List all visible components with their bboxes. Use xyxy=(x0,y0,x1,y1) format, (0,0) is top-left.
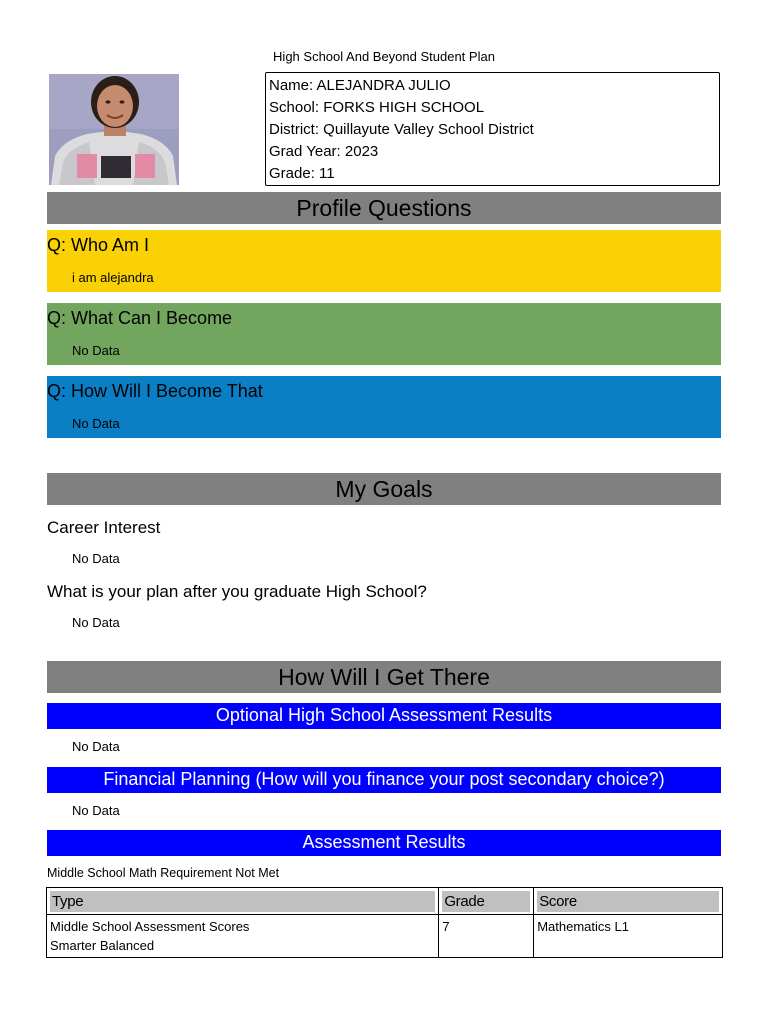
question-label: Q: How Will I Become That xyxy=(47,381,263,401)
student-info-box xyxy=(265,72,720,186)
financial-planning-value: No Data xyxy=(72,803,120,818)
column-header: Grade xyxy=(442,891,530,912)
assessment-results-heading: Assessment Results xyxy=(47,830,721,856)
career-interest-value: No Data xyxy=(72,551,120,566)
document-title: High School And Beyond Student Plan xyxy=(273,49,495,64)
optional-assessment-value: No Data xyxy=(72,739,120,754)
column-header: Type xyxy=(50,891,435,912)
assessment-score: Mathematics L1 xyxy=(537,919,629,934)
table-header-grade xyxy=(439,888,534,915)
table-cell-score xyxy=(534,915,723,958)
my-goals-heading: My Goals xyxy=(47,473,721,505)
question-label: Q: What Can I Become xyxy=(47,308,233,328)
student-grad-year: Grad Year: 2023 xyxy=(269,143,379,160)
table-header-row xyxy=(47,888,723,915)
table-header-score xyxy=(534,888,723,915)
question-answer: No Data xyxy=(72,343,120,358)
math-requirement-note: Middle School Math Requirement Not Met xyxy=(47,866,280,880)
profile-question-how-will-i-become-that xyxy=(47,376,721,438)
post-graduation-plan-value: No Data xyxy=(72,615,120,630)
profile-question-who-am-i xyxy=(47,230,721,292)
student-photo-image xyxy=(49,74,179,185)
assessment-table xyxy=(46,887,723,958)
question-answer: i am alejandra xyxy=(72,270,154,285)
profile-questions-heading: Profile Questions xyxy=(47,192,721,224)
student-photo xyxy=(49,74,179,185)
student-school: School: FORKS HIGH SCHOOL xyxy=(269,99,485,116)
profile-question-what-can-i-become xyxy=(47,303,721,365)
question-label: Q: Who Am I xyxy=(47,235,150,255)
table-row xyxy=(47,915,723,958)
table-header-type xyxy=(47,888,439,915)
question-answer: No Data xyxy=(72,416,120,431)
table-cell-grade xyxy=(439,915,534,958)
table-cell-type xyxy=(47,915,439,958)
student-district: District: Quillayute Valley School District xyxy=(269,121,534,138)
post-graduation-plan-label: What is your plan after you graduate High School? xyxy=(47,582,427,601)
assessment-type: Middle School Assessment Scores xyxy=(50,919,250,934)
student-name: Name: ALEJANDRA JULIO xyxy=(269,77,451,94)
student-grade: Grade: 11 xyxy=(269,165,335,182)
optional-assessment-heading: Optional High School Assessment Results xyxy=(47,703,721,729)
assessment-grade: 7 xyxy=(442,919,450,934)
assessment-subtype: Smarter Balanced xyxy=(50,938,155,953)
column-header: Score xyxy=(537,891,719,912)
financial-planning-heading: Financial Planning (How will you finance your post secondary choice?) xyxy=(47,767,721,793)
career-interest-label: Career Interest xyxy=(47,518,161,537)
how-will-i-get-there-heading: How Will I Get There xyxy=(47,661,721,693)
